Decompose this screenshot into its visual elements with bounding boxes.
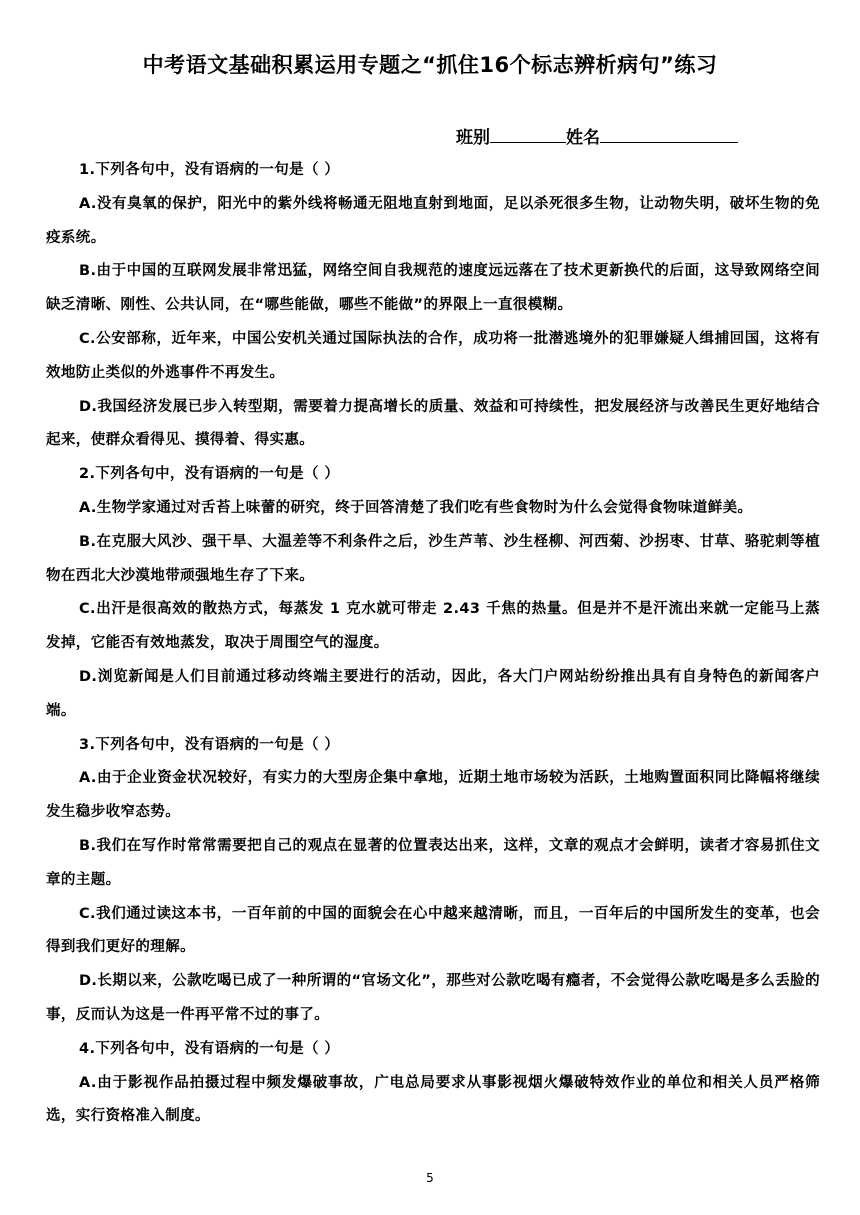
- option-c: C.公安部称，近年来，中国公安机关通过国际执法的合作，成功将一批潜逃境外的犯罪嫌疑人缉捕回国，这将有效地防止类似的外逃事件不再发生。: [46, 330, 820, 381]
- option-c: C.出汗是很高效的散热方式，每蒸发 1 克水就可带走 2.43 千焦的热量。但是并不是汗流出来就一定能马上蒸发掉，它能否有效地蒸发，取决于周围空气的湿度。: [46, 601, 820, 652]
- question-stem: 2.下列各句中，没有语病的一句是（ ）: [79, 466, 340, 483]
- class-blank[interactable]: [490, 124, 566, 143]
- option-b: B.由于中国的互联网发展非常迅猛，网络空间自我规范的速度远远落在了技术更新换代的后面，这导致网络空间缺乏清晰、刚性、公共认同，在“哪些能做，哪些不能做”的界限上一直很模糊。: [46, 263, 820, 314]
- question-stem: 4.下列各句中，没有语病的一句是（ ）: [79, 1040, 340, 1057]
- document-title: 中考语文基础积累运用专题之“抓住16个标志辨析病句”练习: [142, 53, 718, 77]
- questions-body: [46, 154, 820, 1134]
- option-a: A.由于企业资金状况较好，有实力的大型房企集中拿地，近期土地市场较为活跃，土地购置面积同比降幅将继续发生稳步收窄态势。: [46, 770, 820, 821]
- option-a: A.生物学家通过对舌苔上味蕾的研究，终于回答清楚了我们吃有些食物时为什么会觉得食物味道鲜美。: [79, 499, 753, 516]
- class-label: 班别: [456, 128, 490, 148]
- question-stem: 1.下列各句中，没有语病的一句是（ ）: [79, 162, 340, 178]
- option-b: B.在克服大风沙、强干旱、大温差等不利条件之后，沙生芦苇、沙生柽柳、河西菊、沙拐枣、甘草、骆驼刺等植物在西北大沙漠地带顽强地生存了下来。: [46, 533, 820, 584]
- page-number: 5: [426, 1171, 434, 1185]
- option-a: A.由于影视作品拍摄过程中频发爆破事故，广电总局要求从事影视烟火爆破特效作业的单位和相关人员严格筛选，实行资格准入制度。: [46, 1074, 820, 1125]
- option-d: D.我国经济发展已步入转型期，需要着力提高增长的质量、效益和可持续性，把发展经济与改善民生更好地结合起来，使群众看得见、摸得着、得实惠。: [46, 398, 820, 449]
- option-d: D.长期以来，公款吃喝已成了一种所谓的“官场文化”，那些对公款吃喝有瘾者，不会觉得公款吃喝是多么丢脸的事，反而认为这是一件再平常不过的事了。: [46, 973, 820, 1023]
- name-blank[interactable]: [600, 124, 738, 143]
- class-name-line: [456, 124, 738, 150]
- option-d: D.浏览新闻是人们目前通过移动终端主要进行的活动，因此，各大门户网站纷纷推出具有自身特色的新闻客户端。: [46, 668, 820, 719]
- option-b: B.我们在写作时常常需要把自己的观点在显著的位置表达出来，这样，文章的观点才会鲜明，读者才容易抓住文章的主题。: [46, 837, 820, 888]
- option-a: A.没有臭氧的保护，阳光中的紫外线将畅通无阻地直射到地面，足以杀死很多生物，让动物失明，破坏生物的免疫系统。: [46, 195, 820, 246]
- name-label: 姓名: [566, 128, 600, 148]
- option-c: C.我们通过读这本书，一百年前的中国的面貌会在心中越来越清晰，而且，一百年后的中国所发生的变革，也会得到我们更好的理解。: [46, 905, 820, 956]
- question-stem: 3.下列各句中，没有语病的一句是（ ）: [79, 736, 340, 753]
